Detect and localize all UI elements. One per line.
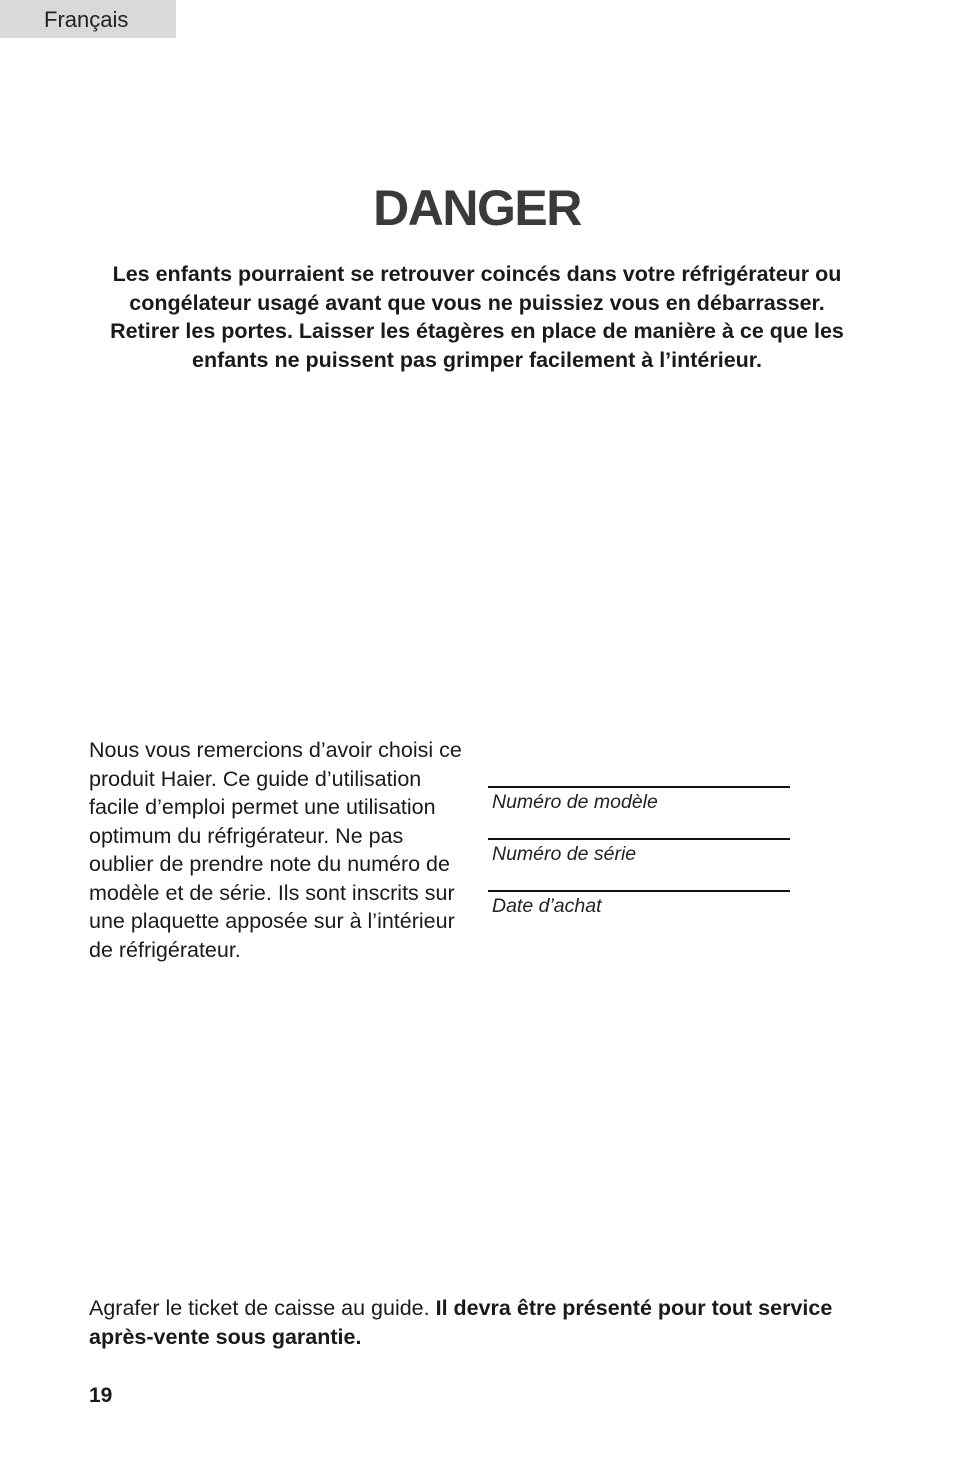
page-number: 19 <box>89 1384 113 1407</box>
model-number-label: Numéro de modèle <box>492 791 658 813</box>
danger-title: DANGER <box>373 180 581 236</box>
serial-number-label: Numéro de série <box>492 843 637 865</box>
purchase-date-field[interactable] <box>488 890 790 936</box>
language-tab: Français <box>0 0 176 38</box>
intro-paragraph: Nous vous remercions d’avoir choisi ce produit Haier. Ce guide d’utilisation facile d’emploi permet une utilisation optimum du réfrigérateur. Ne pas oublier de prendre note du numéro de modèle et de série. Ils sont inscrits sur une plaquette apposée sur à l’intérieur de réfrigérateur. <box>89 738 462 962</box>
receipt-notice-bold: Il devra être présenté pour tout service après-vente sous garantie. <box>89 1296 833 1349</box>
model-number-field[interactable] <box>488 786 790 832</box>
serial-number-field[interactable] <box>488 838 790 884</box>
danger-warning-text: Les enfants pourraient se retrouver coincés dans votre réfrigérateur ou congélateur usagé avant que vous ne puissiez vous en débarrasser. Retirer les portes. Laisser les étagères en place de manière à ce que les enfants ne puissent pas grimper facilement à l’intérieur. <box>110 262 844 372</box>
receipt-notice <box>89 1294 879 1352</box>
receipt-notice-text: Agrafer le ticket de caisse au guide. <box>89 1296 436 1320</box>
purchase-date-label: Date d’achat <box>492 895 602 917</box>
